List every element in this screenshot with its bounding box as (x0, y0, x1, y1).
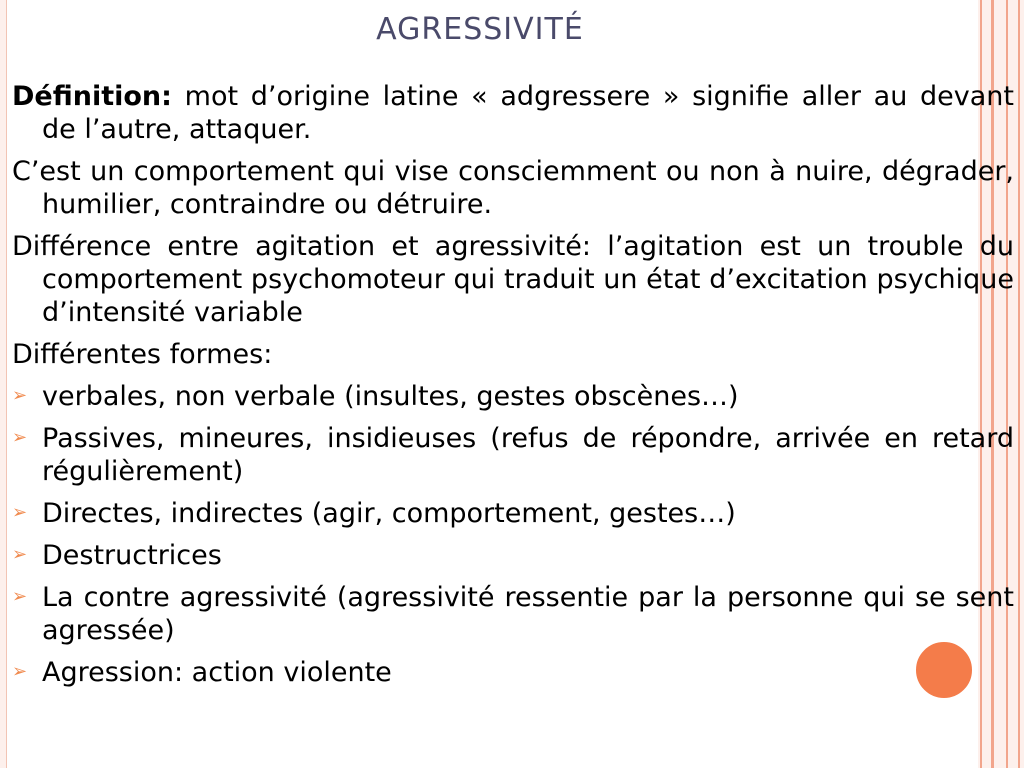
decorative-circle (913, 639, 975, 701)
list-item: ➢ verbales, non verbale (insultes, gestes obscènes…) (12, 381, 739, 412)
arrow-bullet-icon: ➢ (12, 385, 28, 406)
arrow-bullet-icon: ➢ (12, 502, 28, 523)
slide-body (12, 80, 1014, 698)
arrow-bullet-icon: ➢ (12, 661, 28, 682)
arrow-bullet-icon: ➢ (12, 427, 28, 448)
list-item: ➢ Destructrices (12, 540, 222, 571)
list-item: ➢ La contre agressivité (agressivité ressentie par la personne qui se sent agressée) (12, 582, 1014, 646)
list-item: ➢ Directes, indirectes (agir, comportement, gestes…) (12, 498, 736, 529)
definition-text: mot d’origine latine « adgressere » signifie aller au devant de l’autre, attaquer. (42, 81, 1014, 145)
definition-label: Définition: (12, 81, 172, 112)
paragraph: C’est un comportement qui vise consciemment ou non à nuire, dégrader, humilier, contraindre ou détruire. (12, 156, 1014, 220)
paragraph: Différentes formes: (12, 339, 273, 370)
paragraph: Différence entre agitation et agressivité: l’agitation est un trouble du comportement psychomoteur qui traduit un état d’excitation psychique d’intensité variable (12, 231, 1014, 328)
arrow-bullet-icon: ➢ (12, 586, 28, 607)
slide-title: AGRESSIVITÉ (376, 12, 584, 47)
left-border (0, 0, 7, 768)
arrow-bullet-icon: ➢ (12, 544, 28, 565)
definition-paragraph (12, 80, 1014, 146)
list-item: ➢ Passives, mineures, insidieuses (refus de répondre, arrivée en retard régulièrement) (12, 423, 1014, 487)
list-item: ➢ Agression: action violente (12, 657, 392, 688)
